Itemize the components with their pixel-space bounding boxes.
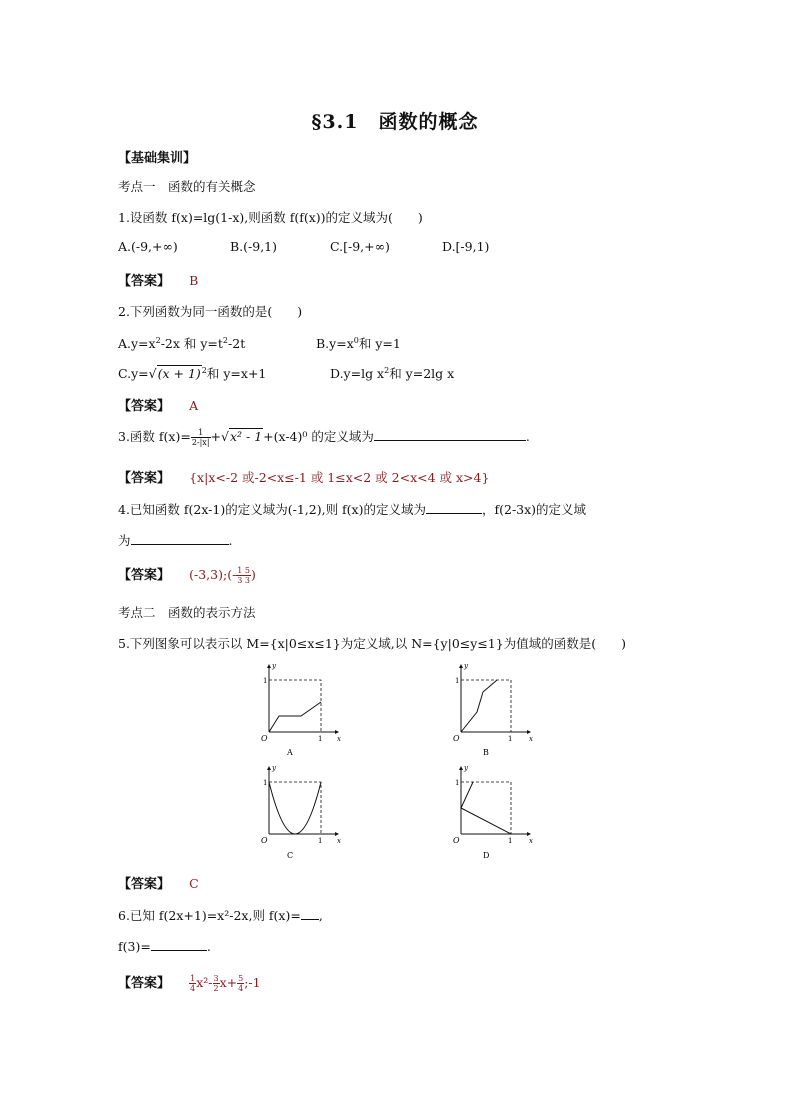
q2-option-a: $A.y=x^2-2x$ 和 $y=t^2-2t$	[118, 335, 246, 351]
graph-d	[447, 764, 533, 864]
bounding-dashed-lines	[461, 680, 511, 732]
bounding-dashed-lines	[269, 680, 321, 732]
topic-2-heading: 考点二 函数的表示方法	[118, 605, 256, 620]
y-axis-arrow-icon	[267, 766, 271, 770]
function-curve	[461, 782, 511, 834]
origin-label: O	[453, 836, 460, 845]
question-4-line1: 4.已知函数 f(2x-1)的定义域为(-1,2),则 f(x)的定义域为 ，f(2-3x)的定义域	[118, 502, 587, 517]
origin-label: O	[453, 734, 460, 743]
question-1-stem: 1.设函数 f(x)=lg(1-x),则函数 f(f(x))的定义域为( )	[118, 210, 423, 225]
q3-answer: {x|x<-2 或-2<x≤-1 或 1≤x<2 或 2<x<4 或 x>4}	[189, 470, 490, 485]
q1-answer-row	[118, 270, 198, 289]
question-6-line1: 6.已知 f(2x+1)=x²-2x,则 f(x)= ,	[118, 908, 323, 923]
origin-label: O	[261, 836, 268, 845]
graph-b	[447, 662, 533, 762]
q4-answer: (-3,3);(- $\frac{1 5}{3 3}$ )	[189, 566, 256, 585]
q1-option-a: A.(-9,+∞)	[118, 239, 178, 254]
q3-blank[interactable]	[374, 428, 526, 441]
page-title: §3.1 函数的概念	[311, 111, 479, 133]
question-4-line2: 为 .	[118, 533, 233, 548]
bounding-dashed-lines	[461, 782, 511, 834]
x-axis-arrow-icon	[527, 730, 531, 734]
origin-label: O	[261, 734, 268, 743]
answer-label: 【答案】	[118, 877, 171, 892]
function-curve	[269, 782, 321, 834]
graph-label: D	[483, 851, 490, 860]
topic-1-heading: 考点一 函数的有关概念	[118, 179, 256, 194]
graph-label: A	[287, 748, 293, 757]
x-label: x	[337, 837, 341, 845]
graph-c	[255, 764, 341, 864]
q5-answer-row	[118, 873, 199, 892]
graph-a	[255, 662, 341, 762]
question-2-stem: 2.下列函数为同一函数的是( )	[118, 304, 303, 319]
answer-label: 【答案】	[118, 471, 171, 486]
q6-answer-row	[118, 972, 261, 993]
x-one-label: 1	[508, 735, 513, 743]
x-label: x	[529, 837, 533, 845]
q4-answer-row	[118, 564, 256, 585]
q4-blank-2[interactable]	[131, 532, 229, 545]
x-one-label: 1	[318, 837, 323, 845]
function-curve	[461, 680, 497, 732]
q2-answer-row	[118, 395, 198, 414]
y-axis-arrow-icon	[459, 664, 463, 668]
q6-blank-2[interactable]	[151, 938, 207, 951]
y-axis-arrow-icon	[267, 664, 271, 668]
q2-answer: A	[189, 398, 199, 413]
q1-option-d: D.[-9,1)	[442, 239, 490, 254]
x-axis-arrow-icon	[335, 730, 339, 734]
y-label: y	[464, 662, 468, 670]
graph-label: B	[483, 748, 489, 757]
x-axis-arrow-icon	[335, 832, 339, 836]
q4-blank-1[interactable]	[426, 501, 482, 514]
x-label: x	[529, 735, 533, 743]
q2-option-c: $C.y=√(x + 1)^2$和 y=x+1	[118, 365, 267, 381]
x-one-label: 1	[508, 837, 513, 845]
q2-option-b: $B.y=x^0$和 y=1	[316, 335, 401, 351]
y-one-label: 1	[263, 779, 268, 787]
answer-label: 【答案】	[118, 568, 171, 583]
x-one-label: 1	[318, 735, 323, 743]
y-axis-arrow-icon	[459, 766, 463, 770]
q1-option-c: C.[-9,+∞)	[330, 239, 390, 254]
answer-label: 【答案】	[118, 399, 171, 414]
x-axis-arrow-icon	[527, 832, 531, 836]
y-one-label: 1	[455, 677, 460, 685]
q6-blank-1[interactable]	[301, 907, 319, 920]
y-label: y	[464, 764, 468, 772]
function-curve	[269, 702, 321, 732]
section-label: 【基础集训】	[118, 151, 197, 166]
q1-answer: B	[189, 273, 199, 288]
q1-option-b: B.(-9,1)	[230, 239, 278, 254]
y-one-label: 1	[263, 677, 268, 685]
y-label: y	[272, 764, 276, 772]
question-5-stem: 5.下列图象可以表示以 M={x|0≤x≤1}为定义域,以 N={y|0≤y≤1}为值域的函数是( )	[118, 636, 626, 651]
q3-answer-row	[118, 467, 489, 486]
y-one-label: 1	[455, 779, 460, 787]
x-label: x	[337, 735, 341, 743]
q5-answer: C	[189, 876, 199, 891]
q6-answer: $\frac{1}{4}$ x²- $\frac{3}{2}$ x+ $\frac{5}{4}$ ;-1	[190, 974, 261, 993]
answer-label: 【答案】	[118, 274, 171, 289]
question-6-line2: f(3)= .	[118, 939, 211, 954]
q2-option-d: D.y=lg $x^2$和 y=2lg x	[330, 365, 455, 381]
answer-label: 【答案】	[118, 976, 171, 991]
y-label: y	[272, 662, 276, 670]
question-3-stem: 3.函数 f(x)= $\frac{1}{2-|x|}$ +√x² - 1+(x-4)⁰ 的定义域为 .	[118, 428, 530, 447]
graph-label: C	[287, 851, 294, 860]
